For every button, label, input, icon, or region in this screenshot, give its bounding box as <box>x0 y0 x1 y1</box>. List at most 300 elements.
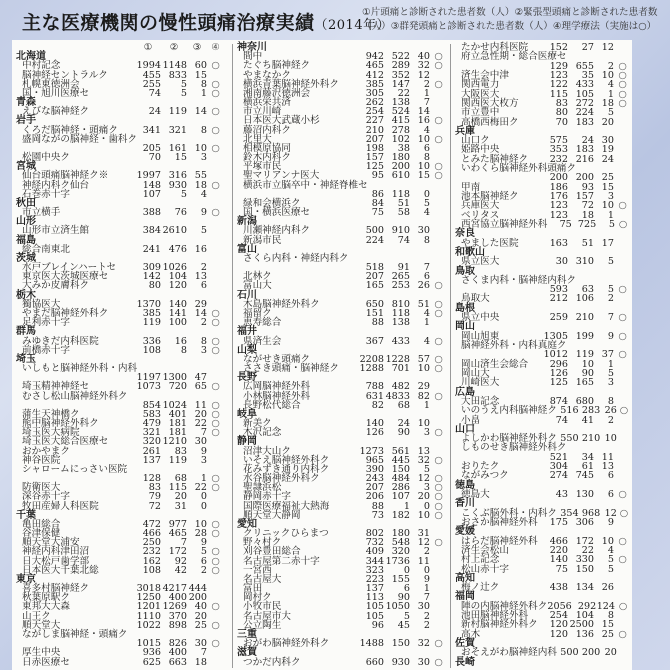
hospital-name: 水谷脳神経外科ク <box>243 473 320 485</box>
physio-mark: ○ <box>434 500 443 512</box>
hospital-name: 総合南東北 <box>22 243 70 255</box>
physio-mark: ○ <box>211 482 220 494</box>
hospital-name: 山王ク <box>22 610 51 622</box>
value-1: 259 <box>549 312 568 324</box>
value-3: 9 <box>607 330 614 342</box>
value-1: 30 <box>555 256 568 268</box>
physio-mark: ○ <box>211 418 220 430</box>
physio-mark: ○ <box>211 638 220 650</box>
prefecture-heading: 和歌山 <box>455 246 485 258</box>
value-3: 12 <box>417 537 430 549</box>
value-2: 119 <box>575 349 594 361</box>
value-3: 5 <box>200 546 207 558</box>
physio-mark: ○ <box>434 491 443 503</box>
value-3: 30 <box>417 601 430 613</box>
value-2: 306 <box>575 516 594 528</box>
physio-mark: ○ <box>619 507 629 519</box>
value-1: 74 <box>555 414 568 426</box>
value-3: 2 <box>200 262 207 274</box>
hospital-name: いしもと脳神経外科・内科 <box>22 363 138 375</box>
value-1: 500 <box>560 647 579 659</box>
value-2: 140 <box>168 298 187 310</box>
value-3: 4 <box>607 79 614 91</box>
value-2: 138 <box>391 97 410 109</box>
value-2: 100 <box>168 317 187 329</box>
value-2: 320 <box>391 546 410 558</box>
value-3: 0 <box>200 491 207 503</box>
value-3: 13 <box>194 271 207 283</box>
value-3: 5 <box>607 107 614 119</box>
value-1: 140 <box>365 418 384 430</box>
value-3: 30 <box>194 638 207 650</box>
hospital-name: 花みずき通り内科ク <box>243 463 330 475</box>
physio-mark <box>207 191 224 200</box>
value-3: 20 <box>604 647 617 659</box>
value-3: 30 <box>417 225 430 237</box>
hospital-name: 日本医大千葉北総 <box>22 564 99 576</box>
value-3: 25 <box>601 628 614 640</box>
value-1: 455 <box>142 69 161 81</box>
value-2: 106 <box>575 293 594 305</box>
value-2: 1050 <box>385 601 410 613</box>
value-1: 385 <box>365 78 384 90</box>
hospital-name: 埼玉精神神経セ <box>22 381 90 393</box>
value-2: 90 <box>581 367 594 379</box>
physio-mark <box>430 603 447 612</box>
hospital-name: 国・旭川医療セ <box>22 87 90 99</box>
value-2: 41 <box>581 414 594 426</box>
hospital-name: おりたク <box>461 461 500 473</box>
value-2: 370 <box>168 610 187 622</box>
value-1: 321 <box>142 427 161 439</box>
value-2: 655 <box>575 60 594 72</box>
physio-mark: ○ <box>618 218 628 230</box>
value-1: 660 <box>365 656 384 668</box>
table-row <box>16 390 224 402</box>
value-3: 9 <box>607 516 614 528</box>
value-3: 29 <box>194 298 207 310</box>
value-3: 8 <box>607 395 614 407</box>
hospital-name: よしかわ脳神経外科ク <box>461 433 557 445</box>
physio-mark <box>614 584 631 593</box>
hospital-name: 喜多村脳神経ク <box>22 583 90 595</box>
hospital-name: 岡山旭東 <box>461 330 500 342</box>
physio-mark <box>207 585 224 594</box>
value-1: 516 <box>560 405 579 417</box>
value-3: 16 <box>417 115 430 127</box>
prefecture-heading: 徳島 <box>455 479 475 491</box>
value-3: 5 <box>607 284 614 296</box>
physio-mark <box>430 576 447 585</box>
physio-mark: ○ <box>434 390 443 402</box>
hospital-name: やました医院 <box>461 237 519 249</box>
prefecture-heading: 佐賀 <box>455 638 475 649</box>
value-2: 172 <box>575 535 594 547</box>
value-2: 134 <box>575 582 594 594</box>
value-3: 8 <box>423 152 430 164</box>
value-2: 93 <box>581 181 594 193</box>
hospital-name: 鈴木内科ク <box>243 152 291 164</box>
value-3: 1 <box>607 209 614 221</box>
value-3: 9 <box>200 537 207 549</box>
hospital-name: 間中 <box>243 51 263 63</box>
physio-mark <box>614 417 631 426</box>
hospital-name: やまなかク <box>243 69 291 81</box>
value-3: 10 <box>417 133 430 145</box>
value-2: 104 <box>168 271 187 283</box>
physio-mark <box>614 156 631 165</box>
value-3: 10 <box>417 418 430 430</box>
hospital-name: おかやまク <box>22 445 70 457</box>
table-row <box>237 335 447 347</box>
value-1: 119 <box>142 317 161 329</box>
table-row <box>16 319 224 328</box>
table-row <box>237 429 447 438</box>
table-row <box>16 227 224 236</box>
hospital-name: 前橋赤十字 <box>22 344 70 356</box>
value-3: 4 <box>200 188 207 200</box>
physio-mark: ○ <box>618 349 627 361</box>
value-3: 20 <box>601 116 614 128</box>
physio-mark <box>614 174 631 183</box>
value-2: 1148 <box>162 60 187 72</box>
value-3: 6 <box>607 470 614 482</box>
value-2: 90 <box>397 592 410 604</box>
value-3: 10 <box>417 161 430 173</box>
value-2: 548 <box>391 537 410 549</box>
header-4: ④ <box>211 42 220 53</box>
hospital-name: 小畠 <box>461 414 481 426</box>
table-row <box>16 500 224 512</box>
value-3: 1 <box>200 473 207 485</box>
value-3: 0 <box>423 500 430 512</box>
title-year: （2014年） <box>314 18 391 33</box>
hospital-name: はらだ脳神経外科 <box>461 535 538 547</box>
value-2: 27 <box>581 42 594 53</box>
table-row <box>16 188 224 200</box>
value-1: 80 <box>148 280 161 292</box>
value-2: 1 <box>403 500 410 512</box>
value-3: 22 <box>194 482 207 494</box>
value-1: 583 <box>142 408 161 420</box>
hospital-name: 小牧市民 <box>243 601 282 613</box>
value-3: 12 <box>417 69 430 81</box>
value-2: 136 <box>575 628 594 640</box>
table-row <box>455 295 631 304</box>
value-3: 32 <box>417 60 430 72</box>
value-3: 18 <box>194 656 207 668</box>
value-1: 207 <box>365 133 384 145</box>
value-3: 11 <box>601 451 614 463</box>
hospital-name: 足利赤十字 <box>22 317 70 329</box>
table-row <box>16 154 224 163</box>
value-3: 5 <box>423 197 430 209</box>
value-2: 663 <box>168 656 187 668</box>
table-row <box>237 179 447 191</box>
hospital-name: 国・横浜医療セ <box>243 207 311 219</box>
value-2: 1228 <box>385 353 410 365</box>
value-2: 4217 <box>162 583 187 595</box>
value-2: 321 <box>168 124 187 136</box>
value-1: 120 <box>549 628 568 640</box>
value-3: 8 <box>200 78 207 90</box>
value-2: 181 <box>168 427 187 439</box>
hospital-name: 新村脳神経外科ク <box>461 619 538 631</box>
value-1: 1370 <box>136 298 161 310</box>
value-1: 152 <box>549 42 568 53</box>
value-1: 123 <box>549 200 568 212</box>
hospital-name: たかせ内科医院 <box>461 42 529 53</box>
value-1: 115 <box>549 88 568 100</box>
value-1: 128 <box>142 473 161 485</box>
value-2: 433 <box>391 335 410 347</box>
value-2: 180 <box>391 152 410 164</box>
physio-mark: ○ <box>434 60 443 72</box>
hospital-name: こくぶ脳外科・内科ク <box>461 507 557 519</box>
table-row <box>237 234 447 246</box>
physio-mark: ○ <box>211 317 220 329</box>
physio-mark: ○ <box>434 170 443 182</box>
physio-mark <box>430 200 447 209</box>
physio-mark: ○ <box>618 330 627 342</box>
physio-mark <box>614 370 631 379</box>
value-2: 20 <box>174 491 187 503</box>
value-1: 86 <box>371 188 384 200</box>
physio-mark <box>430 558 447 567</box>
value-1: 1015 <box>136 638 161 650</box>
value-1: 2208 <box>359 353 384 365</box>
value-2: 115 <box>168 482 187 494</box>
value-2: 610 <box>391 170 410 182</box>
hospital-name: 中村記念 <box>22 60 61 72</box>
value-2: 283 <box>581 405 601 417</box>
physio-mark <box>614 184 631 193</box>
value-2: 141 <box>168 307 187 319</box>
physio-mark <box>614 258 631 267</box>
hospital-name: 甲南 <box>461 181 481 193</box>
value-1: 232 <box>142 546 161 558</box>
value-3: 10 <box>194 518 207 530</box>
value-2: 278 <box>391 124 410 136</box>
value-2: 180 <box>391 528 410 540</box>
table-row <box>455 379 631 388</box>
value-2: 826 <box>168 638 187 650</box>
value-1: 1110 <box>136 610 161 622</box>
prefecture-heading: 宮城 <box>16 161 36 173</box>
physio-mark <box>430 227 447 236</box>
value-2: 42 <box>174 564 187 576</box>
value-2: 968 <box>581 507 601 519</box>
prefecture-heading: 兵庫 <box>455 125 475 137</box>
hospital-name: 北林ク <box>243 271 272 283</box>
value-3: 5 <box>607 367 614 379</box>
table-row <box>455 218 631 230</box>
value-1: 241 <box>142 243 161 255</box>
hospital-name: みゆきだ内科医院 <box>22 335 99 347</box>
hospital-name: 日大松戸歯学部 <box>22 555 90 567</box>
table-row <box>16 656 224 668</box>
value-2: 83 <box>174 445 187 457</box>
hospital-name: いのうえ内科脳神経ク <box>461 405 557 417</box>
value-2: 400 <box>168 647 187 659</box>
value-1: 250 <box>142 537 161 549</box>
value-3: 8 <box>200 335 207 347</box>
hospital-name: やまだ脳神経外科ク <box>22 307 109 319</box>
physio-mark <box>430 622 447 631</box>
hospital-name: 藤沼内科ク <box>243 124 291 136</box>
value-3: 18 <box>601 97 614 109</box>
physio-mark <box>430 548 447 557</box>
hospital-name: 岡山済生会総合 <box>461 358 529 370</box>
physio-mark: ○ <box>618 628 627 640</box>
value-1: 518 <box>365 262 384 274</box>
value-3: 60 <box>194 60 207 72</box>
prefecture-heading: 長野 <box>237 372 257 384</box>
prefecture-heading: 岩手 <box>16 115 36 127</box>
physio-mark <box>430 585 447 594</box>
physio-mark <box>207 282 224 291</box>
value-2: 6 <box>403 583 410 595</box>
table-row <box>16 463 224 475</box>
value-1: 631 <box>365 390 384 402</box>
value-1: 1250 <box>136 592 161 604</box>
prefecture-heading: 青森 <box>16 97 36 109</box>
value-3: 15 <box>194 69 207 81</box>
physio-mark: ○ <box>619 405 629 417</box>
table-row <box>237 209 447 218</box>
value-2: 5 <box>180 188 187 200</box>
value-3: 3 <box>607 191 614 202</box>
hospital-name: 名古屋市大 <box>243 610 291 622</box>
physio-mark: ○ <box>211 528 220 540</box>
physio-mark <box>430 99 447 108</box>
table-row <box>237 252 447 264</box>
physio-mark: ○ <box>434 51 443 63</box>
physio-mark <box>207 448 224 457</box>
value-1: 354 <box>560 507 579 519</box>
value-2: 68 <box>397 399 410 411</box>
value-2: 272 <box>575 97 594 109</box>
value-3: 40 <box>194 601 207 613</box>
value-3: 5 <box>607 563 614 575</box>
value-1: 390 <box>365 463 384 475</box>
value-2: 224 <box>575 107 594 119</box>
table-row <box>455 516 631 528</box>
header-3: ③ <box>192 42 202 53</box>
value-1: 344 <box>365 555 384 567</box>
value-2: 415 <box>391 115 410 127</box>
physio-mark: ○ <box>618 489 627 500</box>
prefecture-heading: 鳥取 <box>455 265 475 277</box>
value-1: 75 <box>559 218 572 230</box>
value-3: 9 <box>423 573 430 585</box>
physio-mark: ○ <box>618 88 627 100</box>
physio-mark: ○ <box>618 79 627 91</box>
value-1: 126 <box>365 427 384 439</box>
table-row <box>16 564 224 576</box>
value-1: 70 <box>148 152 161 164</box>
hospital-name: 秋葉原駅ク <box>22 592 70 604</box>
physio-mark <box>614 612 631 621</box>
hospital-name: 名古屋大 <box>243 573 282 585</box>
prefecture-heading: 広島 <box>455 386 475 398</box>
value-3: 2 <box>607 293 614 305</box>
hospital-name: 順天堂大静岡 <box>243 509 301 521</box>
physio-mark: ○ <box>434 78 443 90</box>
hospital-name: クリニックひらまつ <box>243 528 329 540</box>
value-1: 336 <box>142 335 161 347</box>
value-2: 2610 <box>162 225 187 237</box>
value-1: 1488 <box>359 638 384 650</box>
value-1: 227 <box>365 115 384 127</box>
value-3: 30 <box>194 436 207 448</box>
hospital-name: 鳥取大 <box>461 293 490 305</box>
physio-mark: ○ <box>211 381 220 393</box>
value-1: 388 <box>142 207 161 219</box>
value-3: 7 <box>607 312 614 324</box>
prefecture-heading: 香川 <box>455 498 475 510</box>
value-3: 5 <box>423 463 430 475</box>
value-2: 104 <box>575 610 594 622</box>
value-3: 26 <box>604 405 617 417</box>
value-2: 720 <box>168 381 187 393</box>
prefecture-heading: 長崎 <box>455 656 475 668</box>
hospital-name: 亀田総合 <box>22 518 61 530</box>
physio-mark <box>614 295 631 304</box>
hospital-name: つかだ内科ク <box>243 656 301 668</box>
value-3: 4 <box>423 307 430 319</box>
physio-mark <box>207 246 224 255</box>
value-1: 88 <box>371 317 384 329</box>
value-2: 0 <box>403 564 410 576</box>
table-column-1 <box>16 44 224 668</box>
value-2: 22 <box>397 87 410 99</box>
value-2: 210 <box>581 433 601 445</box>
value-3: 8 <box>200 124 207 136</box>
page-title <box>22 8 390 35</box>
hospital-name: 西宮協立脳神経外科 <box>461 218 548 230</box>
value-2: 1024 <box>162 399 187 411</box>
hospital-name: ながしま脳神経・頭痛ク <box>22 629 128 640</box>
hospital-name: おさか脳神経外科 <box>461 516 538 528</box>
prefecture-heading: 岐阜 <box>237 408 257 420</box>
physio-mark: ○ <box>434 298 443 310</box>
hospital-name: 高木 <box>461 628 481 640</box>
value-1: 3018 <box>136 583 161 595</box>
hospital-name: 池本脳神経ク <box>461 191 519 202</box>
value-2: 181 <box>168 418 187 430</box>
physio-mark <box>614 379 631 388</box>
value-1: 176 <box>549 191 568 202</box>
value-3: 2 <box>200 317 207 329</box>
value-1: 854 <box>142 399 161 411</box>
value-1: 788 <box>365 381 384 393</box>
hospital-name: 獨協医大 <box>22 298 61 310</box>
hospital-name: 県立中央 <box>461 312 500 324</box>
value-2: 433 <box>575 79 594 91</box>
value-2: 910 <box>391 225 410 237</box>
value-2: 76 <box>174 207 187 219</box>
prefecture-heading: 愛媛 <box>455 526 475 538</box>
value-2: 72 <box>581 200 594 212</box>
table-row <box>16 631 224 640</box>
physio-mark: ○ <box>434 353 443 365</box>
hospital-name: 高橋西梅田ク <box>461 116 519 128</box>
physio-mark: ○ <box>434 537 443 549</box>
physio-mark: ○ <box>618 284 627 296</box>
value-2: 183 <box>575 144 594 156</box>
prefecture-heading: 静岡 <box>237 436 257 448</box>
